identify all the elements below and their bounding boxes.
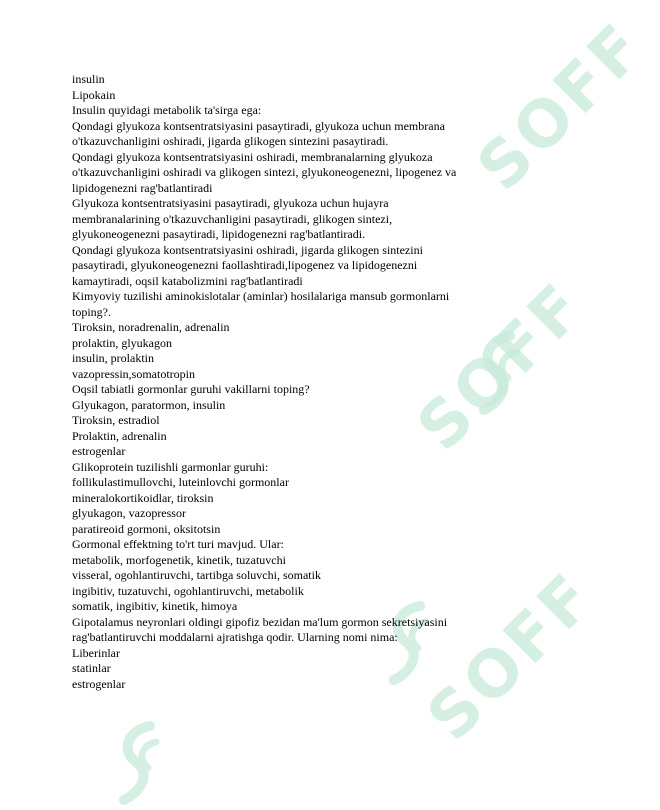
question-text: toping?. — [72, 304, 111, 319]
answer-option: metabolik, morfogenetik, kinetik, tuzatuvchi — [72, 552, 286, 567]
answer-option: lipidogenezni rag'batlantiradi — [72, 180, 213, 195]
answer-option: visseral, ogohlantiruvchi, tartibga soluvchi, somatik — [72, 568, 321, 582]
answer-option: Prolaktin, adrenalin — [72, 428, 167, 443]
answer-option: Glyukagon, paratormon, insulin — [72, 397, 226, 412]
question-text: Kimyoviy tuzilishi aminokislotalar (aminlar) hosilalariga mansub gormonlarni — [72, 289, 450, 303]
question-text: Gormonal effektning to'rt turi mavjud. Ular: — [72, 537, 284, 551]
answer-option: paratireoid gormoni, oksitotsin — [72, 521, 221, 536]
question-text: Glikoprotein tuzilishli garmonlar guruhi: — [72, 459, 269, 474]
answer-option: somatik, ingibitiv, kinetik, himoya — [72, 599, 238, 613]
answer-option: Qondagi glyukoza kontsentratsiyasini pasaytiradi, glyukoza uchun membrana — [72, 118, 445, 133]
answer-option: kamaytiradi, oqsil katabolizmini rag'batlantiradi — [72, 273, 303, 288]
watermark-text: SOFF — [463, 8, 660, 206]
answer-option: vazopressin,somatotropin — [72, 366, 195, 381]
question-text: Oqsil tabiatli gormonlar guruhi vakillarni toping? — [72, 382, 310, 396]
answer-option: Qondagi glyukoza kontsentratsiyasini oshiradi, membranalarning glyukoza — [72, 149, 433, 164]
answer-option: Glyukoza kontsentratsiyasini pasaytiradi, glyukoza uchun hujayra — [72, 196, 389, 210]
answer-option: o'tkazuvchanligini oshiradi, jigarda glikogen sintezini pasaytiradi. — [72, 134, 389, 148]
answer-option: Liberinlar — [72, 645, 120, 660]
answer-option: prolaktin, glyukagon — [72, 335, 172, 350]
answer-option: statinlar — [72, 661, 111, 675]
answer-option: estrogenlar — [72, 676, 126, 691]
text-line: insulin — [72, 72, 105, 86]
answer-option: glyukagon, vazopressor — [72, 506, 186, 520]
answer-option: o'tkazuvchanligini oshiradi va glikogen sintezi, glyukoneogenezni, lipogenez va — [72, 165, 457, 179]
watermark-text: SOFF — [403, 268, 601, 466]
document-body — [72, 72, 542, 692]
answer-option: Qondagi glyukoza kontsentratsiyasini oshiradi, jigarda glikogen sintezini — [72, 242, 423, 257]
answer-option: follikulastimullovchi, luteinlovchi gormonlar — [72, 475, 289, 489]
question-text: Gipotalamus neyronlari oldingi gipofiz bezidan ma'lum gormon sekretsiyasini — [72, 614, 448, 629]
text-line: Lipokain — [72, 87, 116, 102]
answer-option: membranalarining o'tkazuvchanligini pasaytiradi, glikogen sintezi, — [72, 211, 393, 226]
watermark-logo-icon — [110, 720, 166, 810]
answer-option: estrogenlar — [72, 444, 126, 458]
answer-option: glyukoneogenezni pasaytiradi, lipidogenezni rag'batlantiradi. — [72, 227, 366, 241]
answer-option: ingibitiv, tuzatuvchi, ogohlantiruvchi, metabolik — [72, 583, 304, 598]
answer-option: mineralokortikoidlar, tiroksin — [72, 490, 214, 505]
answer-option: Tiroksin, estradiol — [72, 413, 160, 427]
question-text: rag'batlantiruvchi moddalarni ajratishga qodir. Ularning nomi nima: — [72, 630, 398, 644]
watermark-text: SOFF — [413, 558, 611, 756]
answer-option: Tiroksin, noradrenalin, adrenalin — [72, 320, 230, 334]
answer-option: pasaytiradi, glyukoneogenezni faollashtiradi,lipogenez va lipidogenezni — [72, 258, 418, 272]
answer-option: insulin, prolaktin — [72, 351, 154, 365]
question-text: Insulin quyidagi metabolik ta'sirga ega: — [72, 103, 262, 117]
